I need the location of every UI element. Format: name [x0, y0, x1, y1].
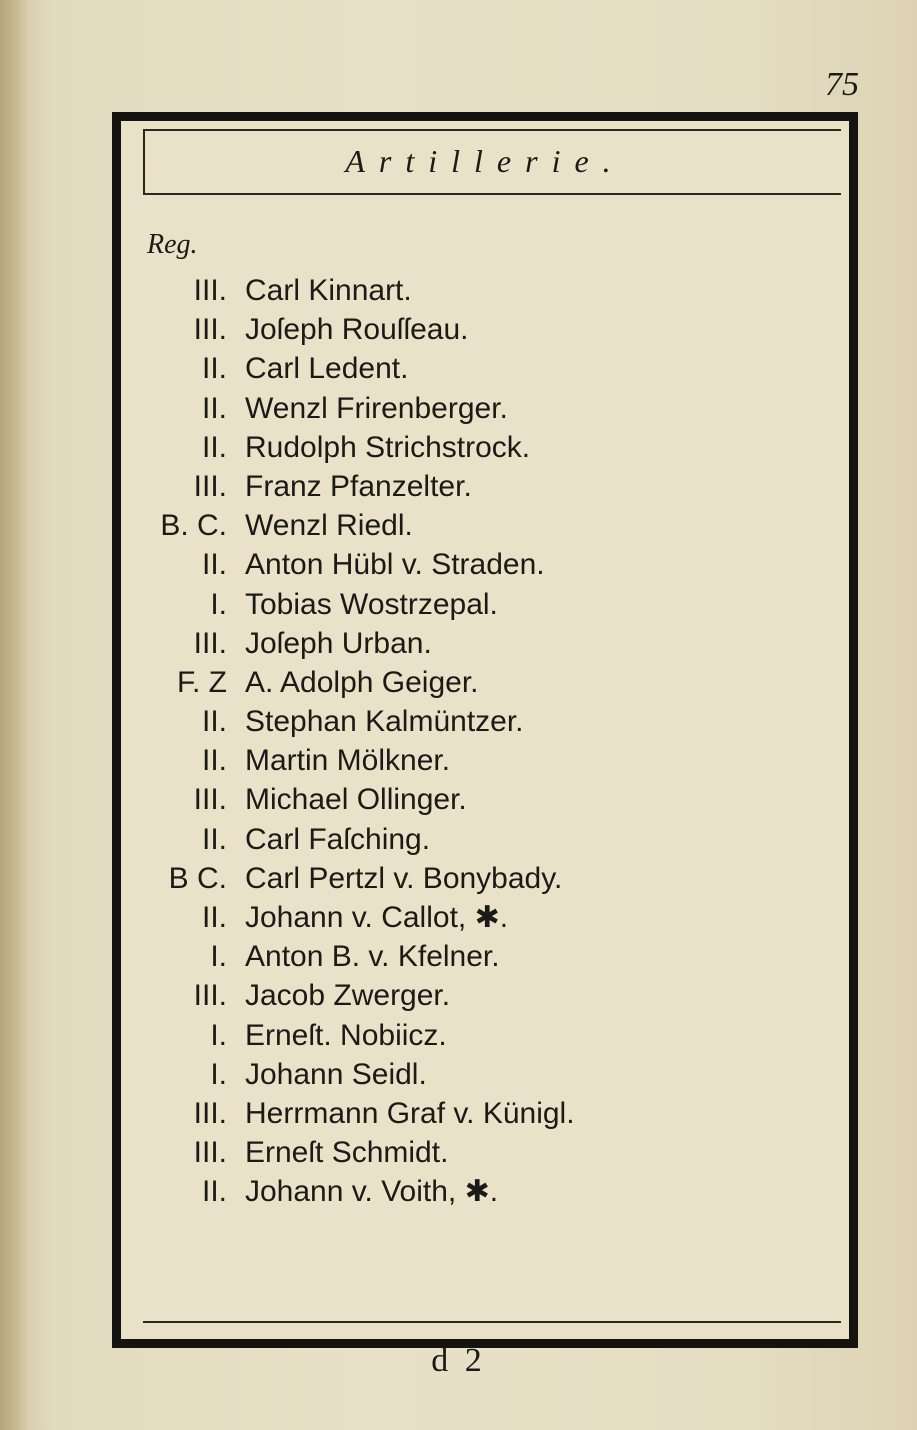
entry-rank: III. — [193, 469, 227, 503]
entry-name: Carl Kinnart. — [245, 274, 412, 307]
list-item — [121, 820, 849, 859]
list-item — [121, 624, 849, 663]
entry-rank: I. — [210, 940, 227, 974]
bordered-frame — [112, 112, 858, 1348]
entry-rank: B. C. — [160, 509, 227, 543]
entry-rank: III. — [193, 979, 227, 1013]
entry-name: Martin Mölkner. — [245, 744, 451, 778]
regiment-column-label: Reg. — [147, 229, 198, 260]
entry-name: Carl Faſching. — [245, 822, 431, 856]
list-item — [121, 545, 849, 584]
entry-rank: III. — [193, 1096, 227, 1130]
entry-rank: II. — [201, 548, 227, 582]
entry-name: Johann Seidl. — [245, 1057, 427, 1091]
list-item — [121, 898, 849, 937]
entry-name: Wenzl Frirenberger. — [245, 391, 508, 425]
entry-rank: II. — [201, 1175, 227, 1209]
list-item — [121, 271, 849, 310]
list-item — [121, 310, 849, 349]
list-item — [121, 389, 849, 428]
list-item — [121, 428, 849, 467]
entry-name: Carl Ledent. — [245, 352, 409, 386]
entry-name: Joſeph Urban. — [245, 626, 432, 660]
entry-rank: III. — [193, 1136, 227, 1170]
entry-rank: II. — [201, 705, 227, 739]
page-number: 75 — [825, 66, 859, 103]
list-item — [121, 506, 849, 545]
entry-name: Wenzl Riedl. — [245, 509, 413, 543]
entry-name: Erneſt. Nobiicz. — [245, 1018, 447, 1052]
entry-name: Franz Pfanzelter. — [245, 469, 472, 503]
entry-rank: II. — [201, 822, 227, 856]
entry-name: Tobias Wostrzepal. — [245, 587, 498, 621]
top-rule — [143, 129, 841, 131]
entry-name: Carl Pertzl v. Bonybady. — [245, 861, 563, 895]
entry-name: Anton B. v. Kfelner. — [245, 940, 500, 974]
entry-rank: III. — [193, 626, 227, 660]
entry-rank: II. — [201, 430, 227, 464]
list-item — [121, 859, 849, 898]
list-item — [121, 780, 849, 819]
entry-rank: II. — [201, 901, 227, 934]
list-item — [121, 467, 849, 506]
list-item — [121, 1094, 849, 1133]
entry-rank: B C. — [168, 861, 227, 895]
title-underline-rule — [143, 193, 841, 195]
entry-name: A. Adolph Geiger. — [245, 665, 479, 699]
entry-rank: II. — [201, 391, 227, 425]
list-item — [121, 1016, 849, 1055]
list-item — [121, 585, 849, 624]
book-spine — [0, 0, 30, 1430]
entry-rank: III. — [193, 313, 227, 347]
entry-rank: III. — [193, 274, 227, 307]
entry-name: Jacob Zwerger. — [245, 979, 451, 1013]
bottom-rule — [143, 1321, 841, 1323]
entry-rank: I. — [210, 1018, 227, 1052]
entry-name: Michael Ollinger. — [245, 783, 467, 817]
signature-mark: d 2 — [431, 1342, 486, 1379]
entry-name: Johann v. Voith, ✱. — [245, 1175, 499, 1209]
list-item — [121, 1133, 849, 1172]
list-item — [121, 1172, 849, 1211]
entry-name: Herrmann Graf v. Künigl. — [245, 1096, 575, 1130]
entry-name: Rudolph Strichstrock. — [245, 430, 531, 464]
entry-name: Stephan Kalmüntzer. — [245, 705, 524, 739]
entry-rank: III. — [193, 783, 227, 817]
list-item — [121, 1055, 849, 1094]
entry-name: Johann v. Callot, ✱. — [245, 901, 509, 934]
entry-rank: I. — [210, 1057, 227, 1091]
list-item — [121, 663, 849, 702]
section-title: Artillerie. — [345, 143, 625, 179]
entry-name: Erneſt Schmidt. — [245, 1136, 449, 1170]
list-item — [121, 937, 849, 976]
entry-rank: I. — [210, 587, 227, 621]
list-item — [121, 702, 849, 741]
entry-name: Joſeph Rouſſeau. — [245, 313, 469, 347]
entry-list — [121, 271, 849, 1212]
entry-name: Anton Hübl v. Straden. — [245, 548, 545, 582]
entry-rank: II. — [201, 744, 227, 778]
entry-rank: F. Z — [177, 665, 227, 699]
list-item — [121, 349, 849, 388]
list-item — [121, 976, 849, 1015]
entry-rank: II. — [201, 352, 227, 386]
list-item — [121, 741, 849, 780]
